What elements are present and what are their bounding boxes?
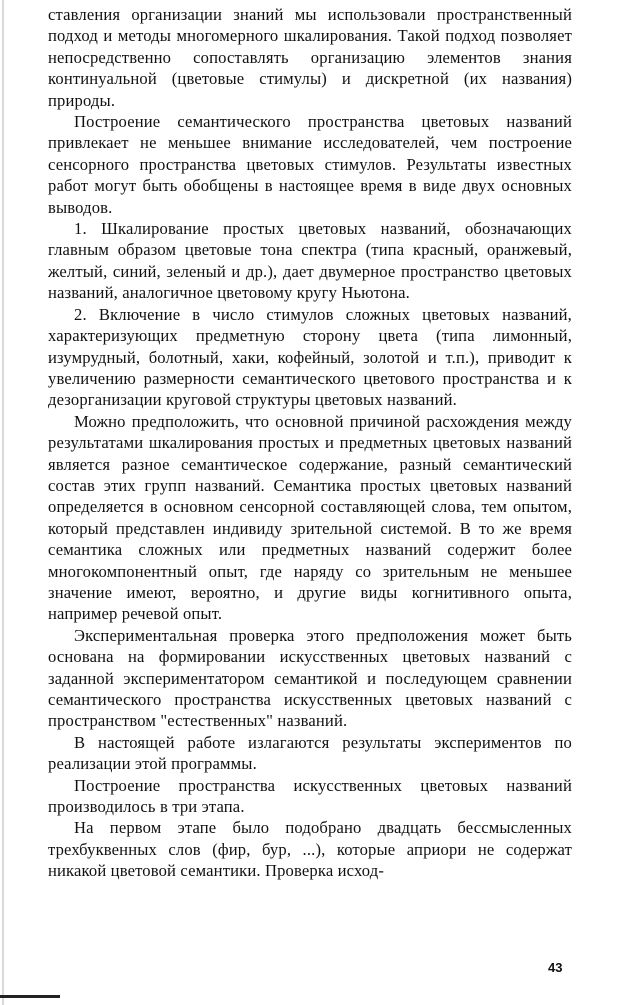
paragraph-9: На первом этапе было подобрано двадцать бессмысленных трехбуквенных слов (фир, бур, ...), которые априори не содержат никакой цветовой семантики. Проверка исход- (48, 818, 572, 881)
paragraph-3: 1. Шкалирование простых цветовых названий, обозначающих главным образом цветовые тона спектра (типа красный, оранжевый, желтый, синий, зеленый и др.), дает двумерное пространство цветовых названий, аналогичное цветовому кругу Ньютона. (48, 219, 572, 303)
paragraph-6: Экспериментальная проверка этого предположения может быть основана на формировании искусственных цветовых названий с заданной экспериментатором семантикой и последующем сравнении семантического пространства искусственных цветовых названий с пространством "естественных" названий. (48, 625, 572, 731)
scan-edge-bottom (0, 995, 60, 998)
paragraph-8: Построение пространства искусственных цветовых названий производилось в три этапа. (48, 775, 572, 817)
paragraph-5: Можно предположить, что основной причиной расхождения между результатами шкалирования простых и предметных цветовых названий является разное семантическое содержание, разный семантический состав этих групп названий. Семантика простых цветовых названий определяется в основном сенсорной составляющей слова, тем опытом, который представлен индивиду зрительной системой. В то же время семантика сложных или предметных названий содержит более многокомпонентный опыт, где наряду со зрительным не меньшее значение имеют, вероятно, и другие виды когнитивного опыта, например речевой опыт. (48, 411, 572, 624)
paragraph-7: В настоящей работе излагаются результаты экспериментов по реализации этой программы. (48, 732, 572, 774)
page-text (48, 4, 572, 882)
page-number: 43 (548, 960, 563, 975)
paragraph-2: Построение семантического пространства цветовых названий привлекает не меньшее внимание исследователей, чем построение сенсорного пространства цветовых стимулов. Результаты известных работ могут быть обобщены в настоящее время в виде двух основных выводов. (48, 112, 572, 217)
paragraph-1: ставления организации знаний мы использовали пространственный подход и методы многомерного шкалирования. Такой подход позволяет непосредственно сопоставлять организацию элементов знания континуальной (цветовые стимулы) и дискретной (их названия) природы. (48, 5, 572, 110)
paragraph-4: 2. Включение в число стимулов сложных цветовых названий, характеризующих предметную сторону цвета (типа лимонный, изумрудный, болотный, хаки, кофейный, золотой и т.п.), приводит к увеличению размерности семантического цветового пространства и к дезорганизации круговой структуры цветовых названий. (48, 304, 572, 410)
scan-edge-left (2, 0, 4, 1005)
